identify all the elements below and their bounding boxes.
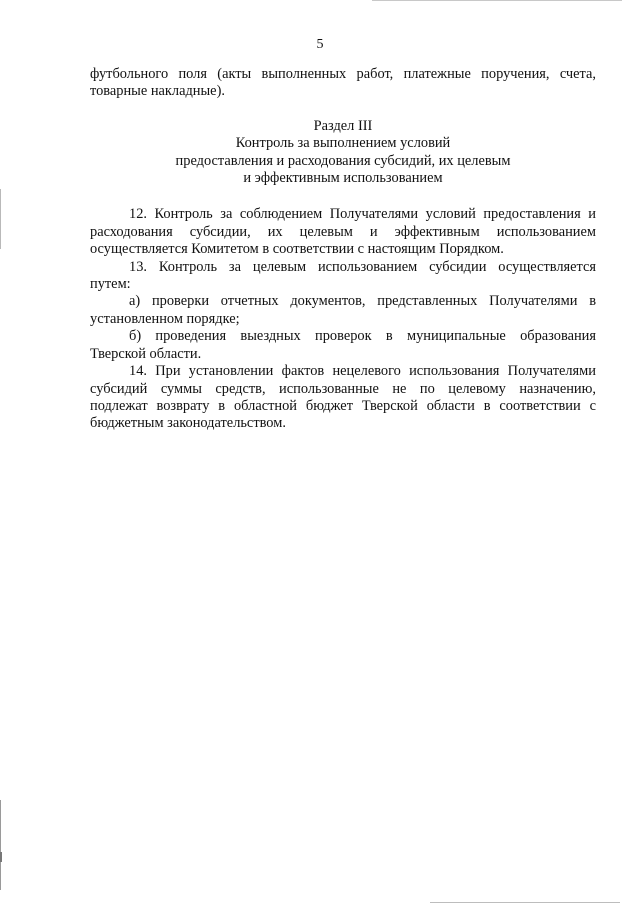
paragraph-line: 12. Контроль за соблюдением Получателями условий предоставления и xyxy=(129,206,596,223)
paragraph-line: расходования субсидии, их целевым и эффективным использованием xyxy=(90,223,596,240)
paragraph-line: 13. Контроль за целевым использованием субсидии осуществляется xyxy=(129,258,596,275)
section-heading-line: Контроль за выполнением условий xyxy=(235,135,451,152)
paragraph-line: Тверской области. xyxy=(90,345,202,362)
page-number: 5 xyxy=(316,37,324,52)
scan-edge-mark xyxy=(0,800,1,890)
scan-edge-mark xyxy=(0,189,1,249)
intro-line: товарные накладные). xyxy=(90,83,225,100)
paragraph-line: б) проведения выездных проверок в муниципальные образования xyxy=(129,328,596,345)
section-heading-line: и эффективным использованием xyxy=(243,170,443,187)
paragraph-line: бюджетным законодательством. xyxy=(90,415,286,432)
section-title: Раздел III xyxy=(313,117,373,134)
intro-line: футбольного поля (акты выполненных работ, платежные поручения, счета, xyxy=(90,66,596,82)
paragraph-line: 14. При установлении фактов нецелевого использования Получателями xyxy=(129,363,596,380)
paragraph-line: осуществляется Комитетом в соответствии с настоящим Порядком. xyxy=(90,241,504,258)
paragraph-line: а) проверки отчетных документов, представленных Получателями в xyxy=(129,293,596,310)
paragraph-line: субсидий суммы средств, использованные не по целевому назначению, xyxy=(90,380,596,397)
document-body xyxy=(90,66,596,433)
paragraph-13-a xyxy=(90,293,596,328)
paragraph-13 xyxy=(90,259,596,294)
paragraph-14 xyxy=(90,363,596,433)
intro-paragraph xyxy=(90,66,596,101)
section-heading-line: предоставления и расходования субсидий, их целевым xyxy=(175,152,511,169)
scan-edge-mark xyxy=(430,902,620,903)
paragraph-13-b xyxy=(90,328,596,363)
scan-edge-mark xyxy=(0,852,2,862)
paragraph-line: установленном порядке; xyxy=(90,310,240,327)
section-heading xyxy=(90,118,596,188)
paragraph-line: подлежат возврату в областной бюджет Тверской области в соответствии с xyxy=(90,397,596,414)
paragraph-line: путем: xyxy=(90,276,131,293)
scan-edge-mark xyxy=(372,0,622,1)
paragraph-12 xyxy=(90,206,596,258)
